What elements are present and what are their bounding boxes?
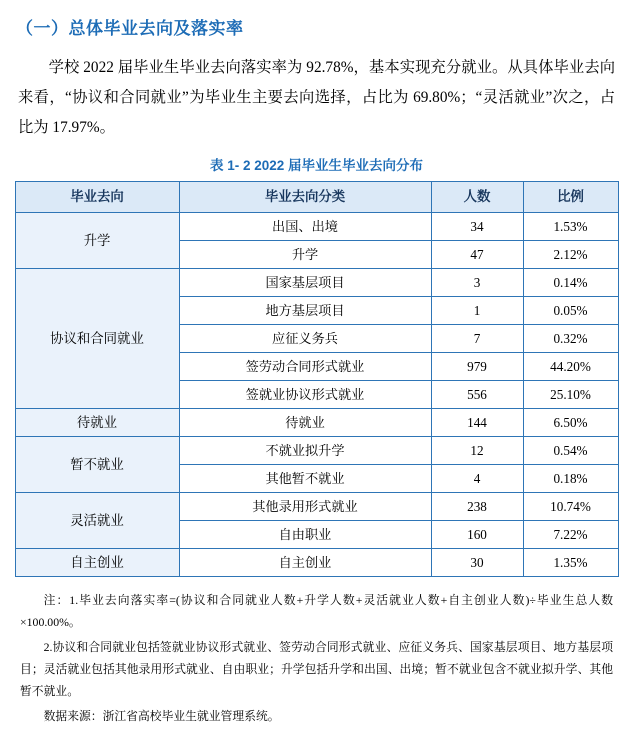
section-paragraph: 学校 2022 届毕业生毕业去向落实率为 92.78%，基本实现充分就业。从具体毕业去向来看，“协议和合同就业”为毕业生主要去向选择，占比为 69.80%；“灵活就业”次之，占比为 17.97%。 (18, 59, 615, 136)
table-row (15, 269, 618, 297)
cell-ratio: 44.20% (523, 353, 618, 381)
cell-destination-group: 暂不就业 (15, 437, 179, 493)
cell-count: 34 (431, 213, 523, 241)
cell-destination-group: 升学 (15, 213, 179, 269)
cell-destination-category: 升学 (179, 241, 431, 269)
cell-ratio: 1.35% (523, 549, 618, 577)
cell-destination-category: 地方基层项目 (179, 297, 431, 325)
cell-count: 1 (431, 297, 523, 325)
cell-ratio: 0.18% (523, 465, 618, 493)
cell-destination-category: 自由职业 (179, 521, 431, 549)
cell-destination-category: 自主创业 (179, 549, 431, 577)
cell-ratio: 6.50% (523, 409, 618, 437)
cell-count: 47 (431, 241, 523, 269)
note-source: 数据来源：浙江省高校毕业生就业管理系统。 (43, 708, 280, 723)
cell-count: 160 (431, 521, 523, 549)
graduate-destination-table (15, 181, 619, 577)
cell-destination-category: 应征义务兵 (179, 325, 431, 353)
table-notes (20, 590, 613, 727)
section-heading: （一）总体毕业去向及落实率 (16, 19, 244, 38)
cell-count: 144 (431, 409, 523, 437)
note-formula: 注：1.毕业去向落实率=(协议和合同就业人数+升学人数+灵活就业人数+自主创业人数)÷毕业生总人数×100.00%。 (20, 593, 613, 630)
cell-destination-group: 自主创业 (15, 549, 179, 577)
cell-count: 556 (431, 381, 523, 409)
cell-ratio: 0.05% (523, 297, 618, 325)
cell-ratio: 7.22% (523, 521, 618, 549)
column-header-ratio: 比例 (523, 182, 618, 213)
cell-count: 979 (431, 353, 523, 381)
cell-ratio: 0.54% (523, 437, 618, 465)
cell-destination-category: 其他录用形式就业 (179, 493, 431, 521)
table-row (15, 409, 618, 437)
table-row (15, 493, 618, 521)
cell-ratio: 1.53% (523, 213, 618, 241)
table-body (15, 213, 618, 577)
cell-destination-category: 出国、出境 (179, 213, 431, 241)
cell-ratio: 10.74% (523, 493, 618, 521)
table-row (15, 213, 618, 241)
note-definitions: 2.协议和合同就业包括签就业协议形式就业、签劳动合同形式就业、应征义务兵、国家基层项目、地方基层项目；灵活就业包括其他录用形式就业、自由职业；升学包括升学和出国、出境；暂不就业包含不就业拟升学、其他暂不就业。 (20, 640, 613, 698)
cell-count: 30 (431, 549, 523, 577)
cell-destination-category: 签就业协议形式就业 (179, 381, 431, 409)
cell-destination-group: 灵活就业 (15, 493, 179, 549)
column-header-category: 毕业去向分类 (179, 182, 431, 213)
cell-destination-group: 协议和合同就业 (15, 269, 179, 409)
cell-destination-category: 签劳动合同形式就业 (179, 353, 431, 381)
cell-count: 238 (431, 493, 523, 521)
column-header-destination: 毕业去向 (15, 182, 179, 213)
table-caption: 表 1- 2 2022 届毕业生毕业去向分布 (209, 158, 424, 174)
cell-destination-category: 国家基层项目 (179, 269, 431, 297)
cell-count: 4 (431, 465, 523, 493)
table-row (15, 437, 618, 465)
cell-destination-category: 其他暂不就业 (179, 465, 431, 493)
table-row (15, 549, 618, 577)
cell-count: 12 (431, 437, 523, 465)
cell-destination-group: 待就业 (15, 409, 179, 437)
cell-destination-category: 不就业拟升学 (179, 437, 431, 465)
table-header-row (15, 182, 618, 213)
cell-ratio: 2.12% (523, 241, 618, 269)
column-header-count: 人数 (431, 182, 523, 213)
cell-ratio: 0.14% (523, 269, 618, 297)
cell-count: 3 (431, 269, 523, 297)
cell-count: 7 (431, 325, 523, 353)
cell-destination-category: 待就业 (179, 409, 431, 437)
cell-ratio: 0.32% (523, 325, 618, 353)
cell-ratio: 25.10% (523, 381, 618, 409)
